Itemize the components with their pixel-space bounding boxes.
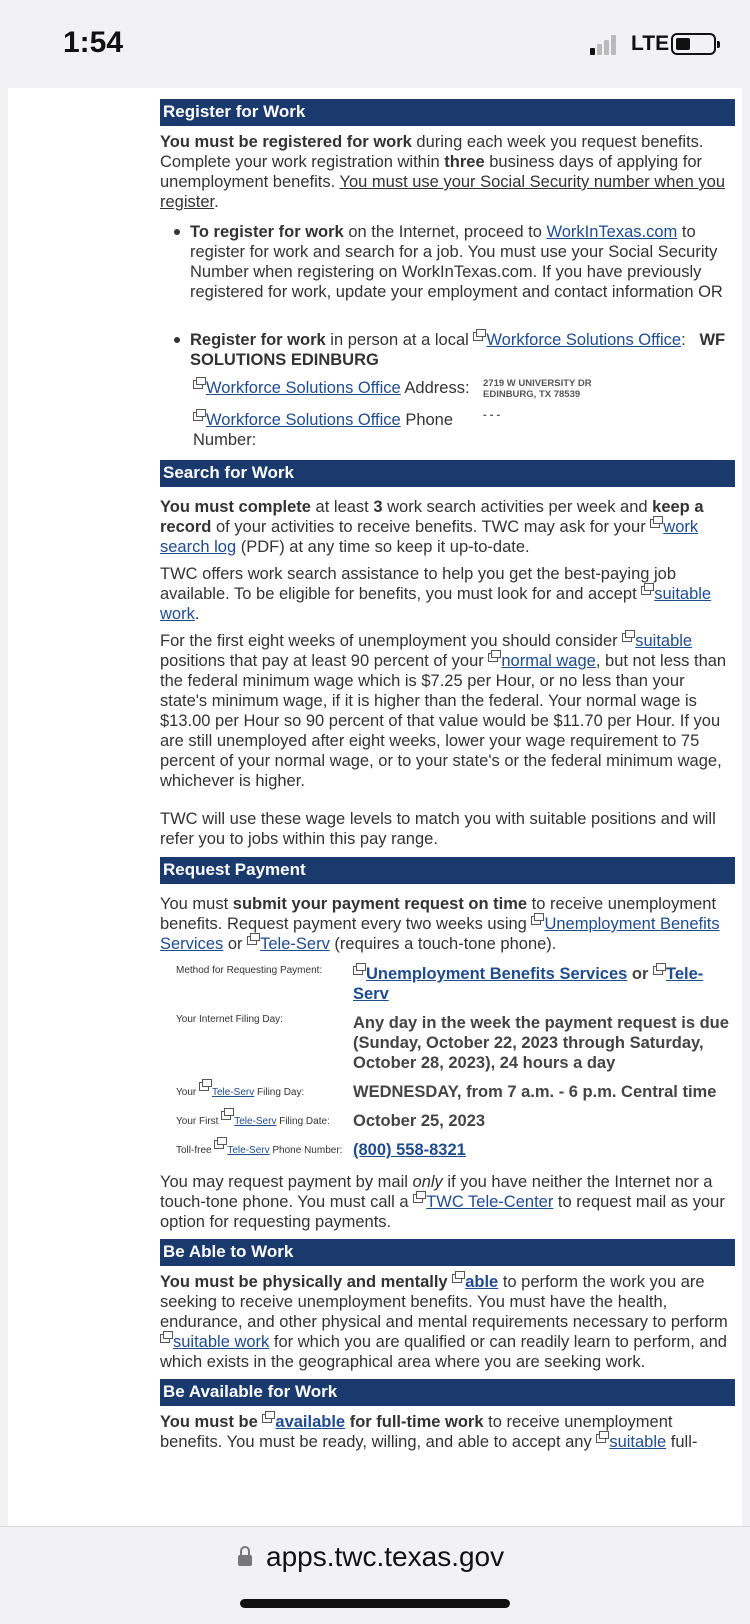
external-link-icon (160, 1334, 170, 1343)
normal-wage-link[interactable]: normal wage (501, 652, 596, 670)
external-link-icon (596, 1434, 606, 1443)
workforce-office-link[interactable]: Workforce Solutions Office (486, 331, 682, 349)
signal-icon (590, 33, 622, 55)
external-link-icon (488, 653, 498, 662)
office-name: WF SOLUTIONS EDINBURG (190, 331, 726, 369)
office-address-row: Workforce Solutions Office Address: 2719 W UNIVERSITY DR EDINBURG, TX 78539 (193, 378, 735, 400)
tele-serv-method-link[interactable]: Tele-Serv (353, 965, 704, 1003)
search-paragraph-2: TWC offers work search assistance to help you get the best-paying job available. To be eligible for benefits, you must look for and accept suitable work. (160, 565, 712, 623)
external-link-icon (193, 380, 203, 389)
status-bar (0, 0, 750, 86)
tele-serv-first-link[interactable]: Tele-Serv (234, 1116, 277, 1127)
table-row (160, 961, 735, 1010)
register-paragraph: You must be registered for work during each week you request benefits. Complete your work registration within three business days of applying for unemployment benefits. You must use your Social Security number when you register. (160, 133, 725, 211)
search-paragraph-4: TWC will use these wage levels to match you with suitable positions and will refer you to jobs within this pay range. (160, 810, 716, 848)
clock: 1:54 (63, 26, 124, 59)
work-search-log-link[interactable]: work search log (160, 518, 699, 556)
section-heading-available: Be Available for Work (160, 1379, 735, 1406)
table-row (160, 1079, 735, 1108)
suitable-link-2[interactable]: suitable (609, 1433, 667, 1451)
external-link-icon (247, 936, 257, 945)
toll-free-phone-link[interactable]: (800) 558-8321 (353, 1141, 466, 1159)
available-paragraph: You must be available for full-time work to receive unemployment benefits. You must be ready, willing, and able to accept any suitable full- (160, 1413, 698, 1451)
tele-serv-link[interactable]: Tele-Serv (260, 935, 330, 953)
external-link-icon (653, 966, 663, 975)
list-item: Register for work in person at a local Workforce Solutions Office: WF SOLUTIONS EDINBURG (172, 330, 735, 370)
teleserv-day-value: WEDNESDAY, from 7 a.m. - 6 p.m. Central time (353, 1083, 717, 1101)
payment-details-table (160, 961, 735, 1166)
lock-icon (238, 1546, 252, 1568)
search-paragraph-3: For the first eight weeks of unemployment you should consider suitable positions that pay at least 90 percent of your normal wage, but not less than the federal minimum wage which is $7.25 per Hour, or no less than your state's minimum wage, if it is higher than the federal. Your normal wage is $13.00 per Hour so 90 percent of that value would be $11.70 per Hour. If you are still unemployed after eight weeks, lower your wage requirement to 75 percent of your normal wage, or to your state's or the federal minimum wage, whichever is higher. (160, 632, 727, 790)
tele-serv-day-link[interactable]: Tele-Serv (211, 1087, 255, 1098)
external-link-icon (262, 1414, 272, 1423)
able-paragraph: You must be physically and mentally able to perform the work you are seeking to receive unemployment benefits. You must have the health, endurance, and other physical and mental requirements necessary to perform suitable work for which you are qualified or can readily learn to perform, and which exists in the geographical area where you are seeking work. (160, 1273, 728, 1371)
workforce-office-address-link[interactable]: Workforce Solutions Office (206, 379, 401, 397)
first-date-label: Your First Tele-Serv Filing Date: (160, 1108, 353, 1137)
ubs-method-link[interactable]: Unemployment Benefits Services (366, 965, 628, 983)
ubs-link[interactable]: Unemployment Benefits Services (160, 915, 720, 953)
external-link-icon (193, 412, 203, 421)
workintexas-link[interactable]: WorkInTexas.com (546, 223, 678, 241)
suitable-work-link[interactable]: suitable work (160, 585, 712, 623)
register-options-list (172, 222, 735, 302)
home-indicator[interactable] (240, 1599, 510, 1608)
table-row (160, 1010, 735, 1079)
external-link-icon (650, 519, 660, 528)
teleserv-day-label: Your Tele-Serv Filing Day: (160, 1079, 353, 1108)
battery-icon (671, 33, 716, 55)
network-label: LTE (631, 32, 670, 55)
external-link-icon (413, 1194, 423, 1203)
section-heading-register: Register for Work (160, 99, 735, 126)
register-inperson-list (172, 330, 735, 370)
url-domain[interactable]: apps.twc.texas.gov (266, 1541, 505, 1572)
office-phone-row: Workforce Solutions Office Phone Number: - - - (193, 409, 501, 449)
workforce-office-phone-link[interactable]: Workforce Solutions Office (206, 411, 401, 429)
external-link-icon (221, 1111, 231, 1120)
internet-day-label: Your Internet Filing Day: (176, 1014, 283, 1025)
address-bar[interactable] (0, 1526, 750, 1624)
section-heading-search: Search for Work (160, 460, 735, 487)
external-link-icon (452, 1274, 462, 1283)
external-link-icon (531, 916, 541, 925)
office-phone: - - - (483, 409, 501, 421)
suitable-work-link-2[interactable]: suitable work (173, 1333, 270, 1351)
external-link-icon (473, 332, 483, 341)
toll-free-value (353, 1137, 735, 1166)
first-date-value: October 25, 2023 (353, 1112, 486, 1130)
tele-serv-phone-link[interactable]: Tele-Serv (227, 1145, 270, 1156)
suitable-link[interactable]: suitable (635, 632, 693, 650)
method-label: Method for Requesting Payment: (176, 965, 323, 976)
table-row (160, 1137, 735, 1166)
internet-day-value: Any day in the week the payment request is due (Sunday, October 22, 2023 through Saturday, October 28, 2023), 24 hours a day (353, 1014, 729, 1072)
section-heading-payment: Request Payment (160, 857, 735, 884)
section-heading-able: Be Able to Work (160, 1239, 735, 1266)
external-link-icon (353, 966, 363, 975)
list-item: To register for work on the Internet, proceed to WorkInTexas.com to register for work and search for a job. You must use your Social Security Number when registering on WorkInTexas.com. If you have previously registered for work, update your employment and contact information OR (172, 222, 735, 302)
office-address: 2719 W UNIVERSITY DR EDINBURG, TX 78539 (483, 378, 592, 400)
page-content (160, 96, 735, 1459)
payment-paragraph-1: You must submit your payment request on time to receive unemployment benefits. Request payment every two weeks using Unemployment Benefits Services or Tele-Serv (requires a touch-tone phone). (160, 895, 720, 953)
available-link[interactable]: available (275, 1413, 346, 1431)
external-link-icon (622, 633, 632, 642)
toll-free-label: Toll-free Tele-Serv Phone Number: (160, 1137, 353, 1166)
tele-center-link[interactable]: TWC Tele-Center (426, 1193, 554, 1211)
external-link-icon (199, 1082, 209, 1091)
external-link-icon (641, 586, 651, 595)
table-row (160, 1108, 735, 1137)
payment-paragraph-2: You may request payment by mail only if you have neither the Internet nor a touch-tone phone. You must call a TWC Tele-Center to request mail as your option for requesting payments. (160, 1173, 725, 1231)
web-page[interactable] (8, 88, 742, 1526)
able-link[interactable]: able (465, 1273, 499, 1291)
search-paragraph-1: You must complete at least 3 work search activities per week and keep a record of your activities to receive benefits. TWC may ask for your work search log (PDF) at any time so keep it up-to-date. (160, 498, 704, 556)
method-value: Unemployment Benefits Services or Tele-Serv (353, 965, 704, 1003)
external-link-icon (214, 1140, 224, 1149)
